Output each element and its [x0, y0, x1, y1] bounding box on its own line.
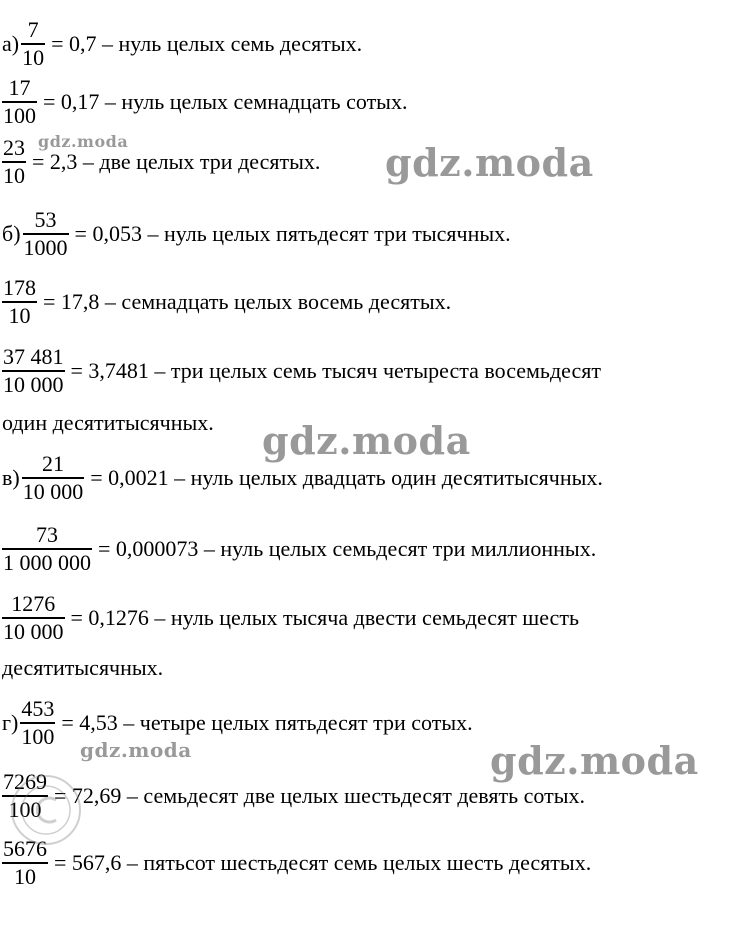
denominator: 10 [22, 44, 45, 70]
solution-row-b1 [2, 205, 511, 263]
denominator: 1 000 000 [3, 549, 91, 575]
row-text-continuation: десятитысячных. [2, 655, 164, 680]
row-text: = 4,53 – четыре целых пятьдесят три сотых. [61, 710, 473, 735]
numerator: 5676 [3, 836, 47, 862]
row-text: = 0,000073 – нуль целых семьдесят три миллионных. [98, 536, 597, 561]
solution-row-c3 [2, 589, 579, 647]
watermark: gdz.moda [38, 132, 129, 151]
row-text: = 0,17 – нуль целых семнадцать сотых. [43, 89, 408, 114]
solution-row-b2 [2, 273, 451, 331]
numerator: 53 [34, 207, 57, 233]
fraction [2, 275, 37, 329]
numerator: 7269 [3, 769, 47, 795]
part-label: б) [2, 221, 21, 246]
row-text: = 0,1276 – нуль целых тысяча двести семьдесят шесть [70, 605, 579, 630]
row-text: = 17,8 – семнадцать целых восемь десятых. [43, 289, 452, 314]
solution-row-b3 [2, 342, 601, 400]
row-text: = 0,0021 – нуль целых двадцать один десятитысячных. [90, 465, 603, 490]
watermark: gdz.moda [262, 418, 471, 463]
part-label: а) [2, 31, 20, 56]
row-text: = 3,7481 – три целых семь тысяч четыреста восемьдесят [70, 358, 601, 383]
row-text: = 567,6 – пятьсот шестьдесят семь целых шесть десятых. [54, 850, 592, 875]
fraction [21, 17, 45, 71]
denominator: 10 [8, 302, 31, 328]
watermark: gdz.moda [80, 738, 192, 762]
part-label: в) [2, 465, 20, 490]
denominator: 10 [3, 162, 25, 188]
denominator: 100 [21, 723, 55, 749]
watermark: gdz.moda [385, 140, 594, 185]
denominator: 100 [8, 796, 42, 822]
numerator: 453 [21, 696, 55, 722]
numerator: 37 481 [3, 344, 64, 370]
numerator: 17 [8, 75, 31, 101]
row-text: = 0,053 – нуль целых пятьдесят три тысячных. [74, 221, 511, 246]
fraction [2, 591, 65, 645]
fraction [23, 207, 69, 261]
numerator: 23 [3, 135, 25, 161]
row-text: = 2,3 – две целых три десятых. [32, 149, 321, 174]
part-label: г) [2, 710, 19, 735]
numerator: 7 [27, 17, 39, 43]
denominator: 10 000 [3, 371, 64, 397]
numerator: 178 [3, 275, 36, 301]
watermark: gdz.moda [490, 738, 699, 783]
fraction [2, 522, 92, 576]
denominator: 1000 [23, 234, 68, 260]
denominator: 10 [14, 863, 36, 889]
row-text: = 0,7 – нуль целых семь десятых. [51, 31, 363, 56]
fraction [2, 344, 65, 398]
fraction [2, 135, 26, 189]
solution-row-a1 [2, 15, 362, 73]
denominator: 10 000 [3, 618, 64, 644]
numerator: 1276 [11, 591, 56, 617]
fraction [2, 75, 37, 129]
row-text-continuation: один десятитысячных. [2, 410, 214, 435]
denominator: 100 [3, 102, 36, 128]
fraction [22, 451, 85, 505]
numerator: 21 [41, 451, 64, 477]
row-text: = 72,69 – семьдесят две целых шестьдесят девять сотых. [54, 783, 586, 808]
copyright-stamp-icon [6, 720, 106, 880]
solution-row-a2 [2, 73, 407, 131]
numerator: 73 [36, 522, 58, 548]
solution-row-c2 [2, 520, 596, 578]
denominator: 10 000 [22, 478, 84, 504]
